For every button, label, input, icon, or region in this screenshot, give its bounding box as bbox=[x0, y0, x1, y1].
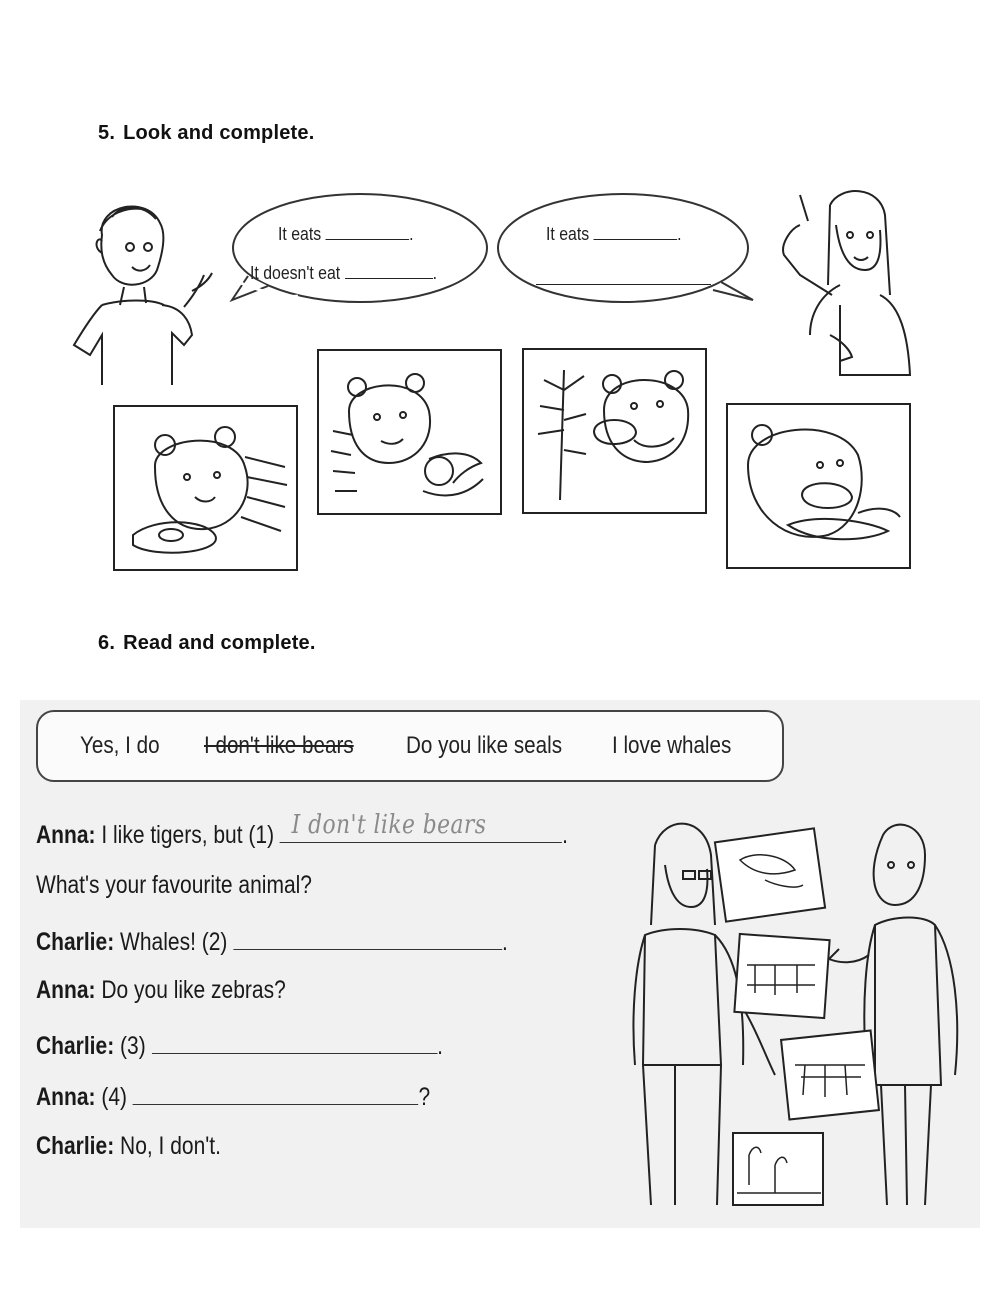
word-option-used: I don't like bears bbox=[204, 732, 354, 759]
dialogue-line-7: Charlie: No, I don't. bbox=[36, 1132, 221, 1160]
speaker: Anna: bbox=[36, 1083, 96, 1111]
exercise-5-heading bbox=[98, 122, 315, 145]
dialogue-line-4: Anna: Do you like zebras? bbox=[36, 976, 286, 1004]
word-option: I love whales bbox=[612, 732, 732, 759]
speech-bubble-left bbox=[228, 186, 492, 310]
bubble-left-line2: It doesn't eat . bbox=[250, 263, 438, 283]
answer-blank[interactable] bbox=[280, 810, 562, 843]
speaker: Charlie: bbox=[36, 1032, 115, 1060]
example-answer: I don't like bears bbox=[291, 810, 487, 840]
picture-bear-leaves bbox=[522, 348, 707, 514]
answer-blank[interactable] bbox=[594, 239, 678, 240]
dialogue-line-3: Charlie: Whales! (2) . bbox=[36, 925, 508, 957]
word-option: Do you like seals bbox=[406, 732, 563, 759]
speaker: Charlie: bbox=[36, 1132, 115, 1160]
exercise-number: 6. bbox=[98, 632, 116, 654]
picture-bear-fish bbox=[726, 403, 911, 569]
speaker: Anna: bbox=[36, 976, 96, 1004]
dialogue-line-2: What's your favourite animal? bbox=[36, 871, 312, 899]
answer-blank[interactable] bbox=[233, 925, 502, 950]
exercise-title: Look and complete. bbox=[123, 122, 315, 144]
answer-blank[interactable] bbox=[536, 284, 711, 285]
exercise-number: 5. bbox=[98, 122, 116, 144]
dialogue-line-5: Charlie: (3) . bbox=[36, 1029, 443, 1061]
boy-illustration bbox=[72, 195, 222, 385]
dialogue-line-1: Anna: I like tigers, but (1) I don't like bears . bbox=[36, 810, 568, 849]
girl-illustration bbox=[770, 185, 920, 385]
kids-with-animal-pictures-illustration bbox=[625, 815, 970, 1215]
exercise-6-heading bbox=[98, 632, 316, 655]
answer-blank[interactable] bbox=[326, 239, 410, 240]
speech-bubble-right bbox=[495, 186, 757, 310]
word-option: Yes, I do bbox=[80, 732, 160, 759]
speaker: Anna: bbox=[36, 821, 96, 849]
bubble-right-line1: It eats . bbox=[546, 224, 682, 244]
picture-tiger-fruit bbox=[317, 349, 502, 515]
speaker: Charlie: bbox=[36, 928, 115, 956]
word-box bbox=[36, 710, 784, 782]
answer-blank[interactable] bbox=[133, 1080, 419, 1105]
exercise-title: Read and complete. bbox=[123, 632, 316, 654]
picture-tiger-meat bbox=[113, 405, 298, 571]
dialogue-line-6: Anna: (4) ? bbox=[36, 1080, 430, 1112]
answer-blank[interactable] bbox=[152, 1029, 438, 1054]
bubble-left-line1: It eats . bbox=[278, 224, 414, 244]
answer-blank[interactable] bbox=[345, 278, 433, 279]
